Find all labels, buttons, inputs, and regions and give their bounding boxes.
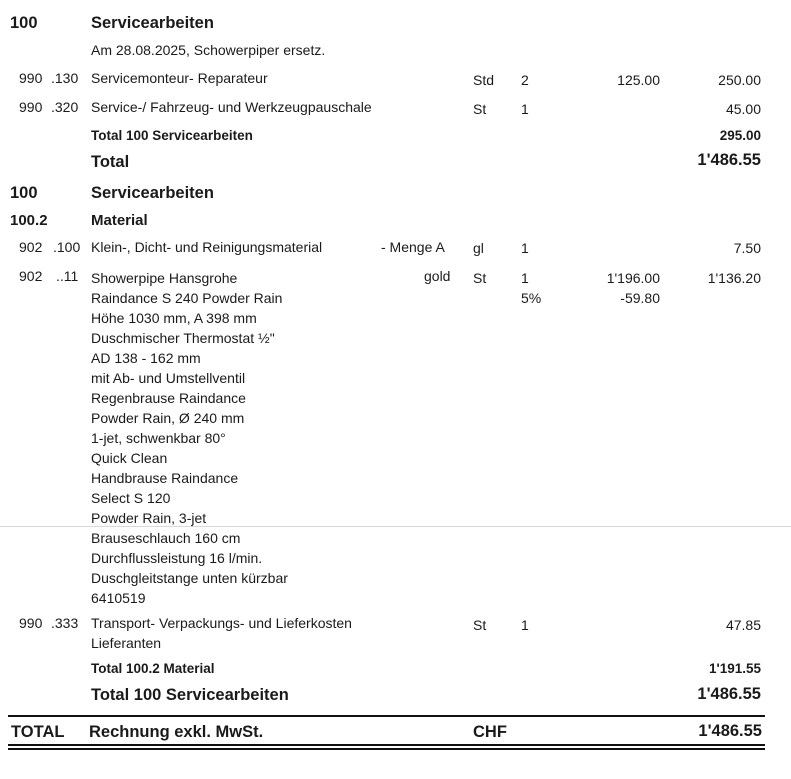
description-line: Powder Rain, 3-jet (91, 510, 207, 526)
position-description-line2: Lieferanten (91, 635, 162, 651)
position-amount: 47.85 (725, 617, 761, 633)
position-unit-price: 125.00 (617, 72, 660, 88)
position-suffix: .100 (53, 239, 81, 255)
description-line: Höhe 1030 mm, A 398 mm (91, 310, 257, 326)
grand-total-description: Rechnung exkl. MwSt. (89, 723, 264, 741)
subtotal-value: 1'191.55 (708, 661, 761, 676)
position-amount: 7.50 (733, 240, 761, 256)
position-suffix: .333 (51, 615, 79, 631)
subsection-code: 100.2 (10, 212, 48, 229)
section-title: Servicearbeiten (91, 184, 214, 202)
description-line: mit Ab- und Umstellventil (91, 370, 246, 386)
description-line: Raindance S 240 Powder Rain (91, 290, 283, 306)
total-label: Total (91, 153, 130, 171)
description-line: Regenbrause Raindance (91, 390, 246, 406)
total-value: 1'486.55 (697, 151, 761, 169)
grand-total-currency: CHF (473, 723, 507, 741)
position-amount: 1'136.20 (707, 270, 761, 286)
description-line: Durchflussleistung 16 l/min. (91, 550, 263, 566)
position-remark: - Menge A (381, 239, 445, 255)
position-number: 990 (19, 99, 43, 115)
position-number: 990 (19, 615, 43, 631)
position-number: 990 (19, 70, 43, 86)
description-line: Duschmischer Thermostat ½" (91, 330, 275, 346)
subtotal-label: Total 100 Servicearbeiten (91, 128, 253, 143)
position-number: 902 (19, 239, 43, 255)
discount-percent: 5% (521, 290, 542, 306)
position-suffix: ..11 (56, 268, 79, 284)
subtotal-label: Total 100.2 Material (91, 661, 215, 676)
description-line: Quick Clean (91, 450, 168, 466)
position-description: Klein-, Dicht- und Reinigungsmaterial (91, 239, 323, 255)
position-suffix: .130 (51, 70, 79, 86)
position-remark: gold (424, 268, 451, 284)
description-line: Handbrause Raindance (91, 470, 239, 486)
subtotal-value: 295.00 (719, 128, 761, 143)
description-line: Brauseschlauch 160 cm (91, 530, 241, 546)
position-unit: gl (473, 240, 484, 256)
total-label: Total 100 Servicearbeiten (91, 686, 289, 704)
discount-amount: -59.80 (620, 290, 660, 306)
position-unit: St (473, 617, 487, 633)
position-description: Service-/ Fahrzeug- und Werkzeugpauschale (91, 99, 372, 115)
section-note: Am 28.08.2025, Schowerpiper ersetz. (91, 42, 326, 58)
position-description-block (91, 268, 288, 608)
section-code: 100 (10, 14, 38, 32)
position-unit-price: 1'196.00 (606, 270, 660, 286)
description-line: Powder Rain, Ø 240 mm (91, 410, 245, 426)
position-amount: 45.00 (725, 101, 761, 117)
description-line: 1-jet, schwenkbar 80° (91, 430, 226, 446)
position-description: Transport- Verpackungs- und Lieferkosten (91, 615, 352, 631)
description-line: AD 138 - 162 mm (91, 350, 201, 366)
section-code: 100 (10, 184, 38, 202)
description-line: 6410519 (91, 590, 146, 606)
position-quantity: 2 (521, 72, 529, 88)
grand-total-label: TOTAL (11, 723, 65, 741)
position-quantity: 1 (521, 101, 529, 117)
position-suffix: .320 (51, 99, 79, 115)
position-unit: Std (473, 72, 495, 88)
total-value: 1'486.55 (697, 685, 761, 703)
subsection-title: Material (91, 212, 148, 229)
position-description: Servicemonteur- Reparateur (91, 70, 268, 86)
rule-below-grand-total-2 (8, 748, 765, 750)
section-title: Servicearbeiten (91, 14, 214, 32)
position-quantity: 1 (521, 240, 529, 256)
position-number: 902 (19, 268, 43, 284)
position-unit: St (473, 101, 487, 117)
description-line: Select S 120 (91, 490, 171, 506)
description-line: Duschgleitstange unten kürzbar (91, 570, 288, 586)
description-line: Showerpipe Hansgrohe (91, 270, 238, 286)
rule-below-grand-total-1 (8, 744, 765, 746)
rule-above-grand-total (8, 715, 765, 717)
grand-total-value: 1'486.55 (698, 722, 762, 740)
position-amount: 250.00 (718, 72, 761, 88)
position-unit: St (473, 270, 487, 286)
position-quantity: 1 (521, 617, 529, 633)
scan-artifact-line (0, 526, 791, 527)
position-quantity: 1 (521, 270, 529, 286)
